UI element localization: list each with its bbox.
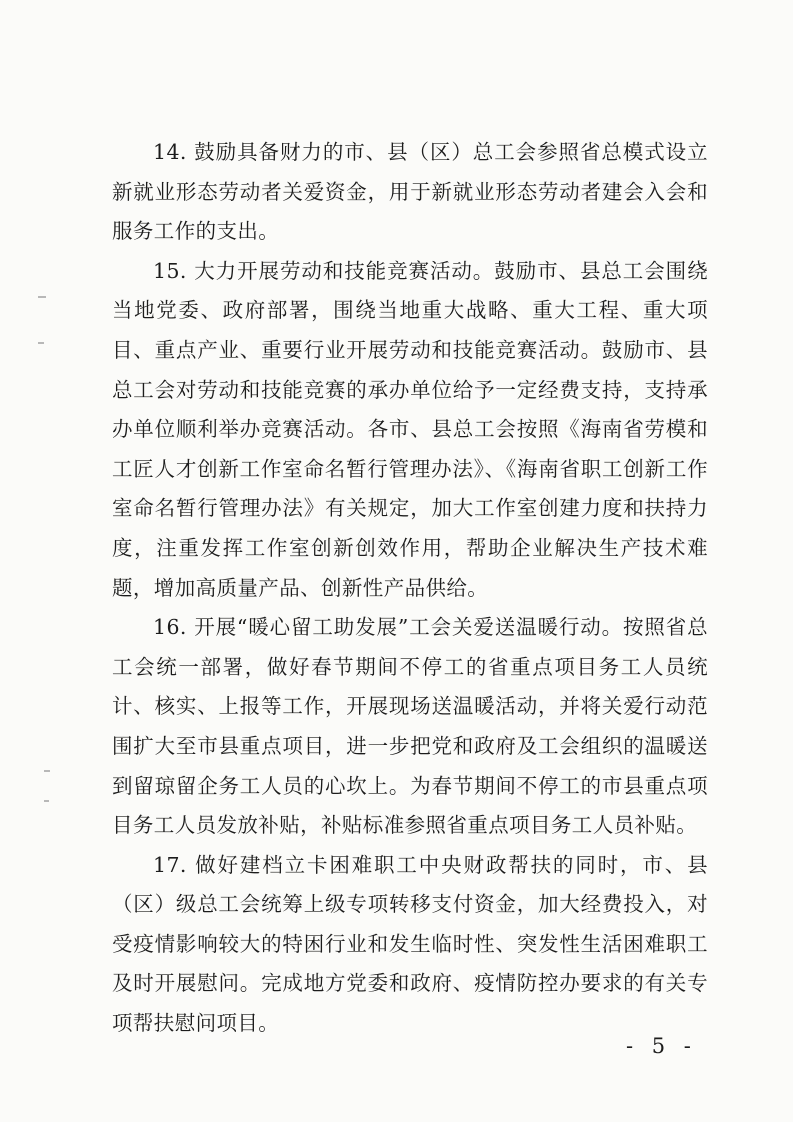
paragraph-17: 17. 做好建档立卡困难职工中央财政帮扶的同时，市、县（区）级总工会统筹上级专项转移支付资金，加大经费投入，对受疫情影响较大的特困行业和发生临时性、突发性生活困难职工及时开展慰问。完成地方党委和政府、疫情防控办要求的有关专项帮扶慰问项目。 [112, 852, 708, 1036]
page-number: - 5 - [626, 1034, 697, 1058]
scan-mark [38, 296, 46, 298]
scan-mark [44, 800, 49, 802]
paragraph-15: 15. 大力开展劳动和技能竞赛活动。鼓励市、县总工会围绕当地党委、政府部署，围绕当地重大战略、重大工程、重大项目、重点产业、重要行业开展劳动和技能竞赛活动。鼓励市、县总工会对劳动和技能竞赛的承办单位给予一定经费支持，支持承办单位顺利举办竞赛活动。各市、县总工会按照《海南省劳模和工匠人才创新工作室命名暂行管理办法》、《海南省职工创新工作室命名暂行管理办法》有关规定，加大工作室创建力度和扶持力度，注重发挥工作室创新创效作用，帮助企业解决生产技术难题，增加高质量产品、创新性产品供给。 [112, 258, 708, 600]
document-body [112, 133, 708, 1044]
paragraph-14: 14. 鼓励具备财力的市、县（区）总工会参照省总模式设立新就业形态劳动者关爱资金，用于新就业形态劳动者建会入会和服务工作的支出。 [112, 140, 708, 244]
scan-mark [38, 342, 44, 344]
paragraph-16: 16. 开展“暖心留工助发展”工会关爱送温暖行动。按照省总工会统一部署，做好春节期间不停工的省重点项目务工人员统计、核实、上报等工作，开展现场送温暖活动，并将关爱行动范围扩大至市县重点项目，进一步把党和政府及工会组织的温暖送到留琼留企务工人员的心坎上。为春节期间不停工的市县重点项目务工人员发放补贴，补贴标准参照省重点项目务工人员补贴。 [112, 615, 708, 838]
scan-mark [44, 770, 50, 772]
